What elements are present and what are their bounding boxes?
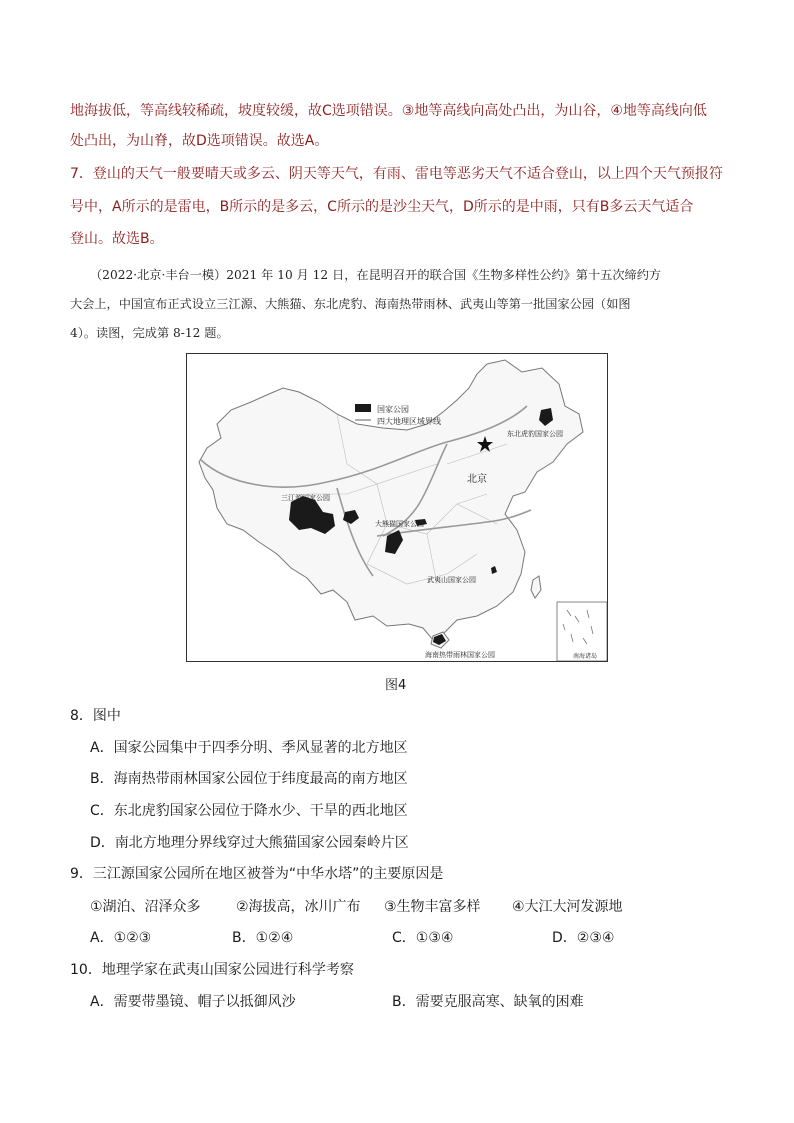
- figure-caption: 图4: [385, 678, 407, 693]
- label-northeast-park: 东北虎豹国家公园: [507, 430, 563, 438]
- label-beijing: 北京: [467, 474, 487, 485]
- q8-option-c: C．东北虎豹国家公园位于降水少、干旱的西北地区: [90, 803, 408, 819]
- q9-item-2: ②海拔高，冰川广布: [236, 899, 361, 915]
- taiwan-outline: [531, 576, 541, 598]
- q9-item-1: ①湖泊、沼泽众多: [90, 899, 201, 915]
- q9-option-a: A．①②③: [90, 930, 152, 946]
- answer6-line1: 地海拔低，等高线较稀疏，坡度较缓，故C选项错误。③地等高线向高处凸出，为山谷，④地等高线向低: [70, 103, 707, 119]
- q9-stem: 9．三江源国家公园所在地区被誉为“中华水塔”的主要原因是: [70, 866, 444, 882]
- answer7-line1: 7．登山的天气一般要晴天或多云、阴天等天气，有雨、雷电等恶劣天气不适合登山，以上四个天气预报符: [70, 166, 723, 182]
- legend-park-label: 国家公园: [377, 405, 409, 414]
- q9-item-4: ④大江大河发源地: [512, 899, 623, 915]
- answer7-line3: 登山。故选B。: [70, 231, 164, 247]
- q8-option-d: D．南北方地理分界线穿过大熊猫国家公园秦岭片区: [90, 835, 409, 851]
- label-hainan-park: 海南热带雨林国家公园: [425, 651, 495, 659]
- map-svg: [187, 354, 607, 661]
- label-wuyi-park: 武夷山国家公园: [427, 576, 476, 584]
- china-outline: [199, 360, 583, 640]
- label-panda-park: 大熊猫国家公园: [375, 520, 424, 528]
- legend-park-swatch: [355, 404, 371, 412]
- q8-option-a: A．国家公园集中于四季分明、季风显著的北方地区: [90, 740, 408, 756]
- intro-line1: （2022·北京·丰台一模）2021 年 10 月 12 日，在昆明召开的联合国《生物多样性公约》第十五次缔约方: [90, 268, 662, 282]
- q10-option-b: B．需要克服高寒、缺氧的困难: [392, 994, 584, 1010]
- q8-stem: 8．图中: [70, 708, 121, 724]
- label-inset: 南海诸岛: [573, 653, 598, 660]
- label-sanjiangyuan-park: 三江源国家公园: [281, 494, 330, 502]
- intro-line2: 大会上，中国宣布正式设立三江源、大熊猫、东北虎豹、海南热带雨林、武夷山等第一批国家公园（如图: [70, 297, 631, 311]
- answer7-line2: 号中，A所示的是雷电，B所示的是多云，C所示的是沙尘天气，D所示的是中雨，只有B多云天气适合: [70, 199, 694, 215]
- q10-stem: 10．地理学家在武夷山国家公园进行科学考察: [70, 962, 354, 978]
- legend-boundary-label: 四大地理区域界线: [377, 417, 441, 426]
- q9-option-b: B．①②④: [232, 930, 294, 946]
- china-national-parks-map: [186, 353, 608, 662]
- answer6-line2: 处凸出，为山脊，故D选项错误。故选A。: [70, 133, 329, 149]
- q8-option-b: B．海南热带雨林国家公园位于纬度最高的南方地区: [90, 771, 408, 787]
- q9-item-3: ③生物丰富多样: [384, 899, 481, 915]
- q9-option-d: D．②③④: [552, 930, 615, 946]
- q9-option-c: C．①③④: [392, 930, 454, 946]
- intro-line3: 4）。读图，完成第 8-12 题。: [70, 326, 229, 340]
- q10-option-a: A．需要带墨镜、帽子以抵御风沙: [90, 994, 296, 1010]
